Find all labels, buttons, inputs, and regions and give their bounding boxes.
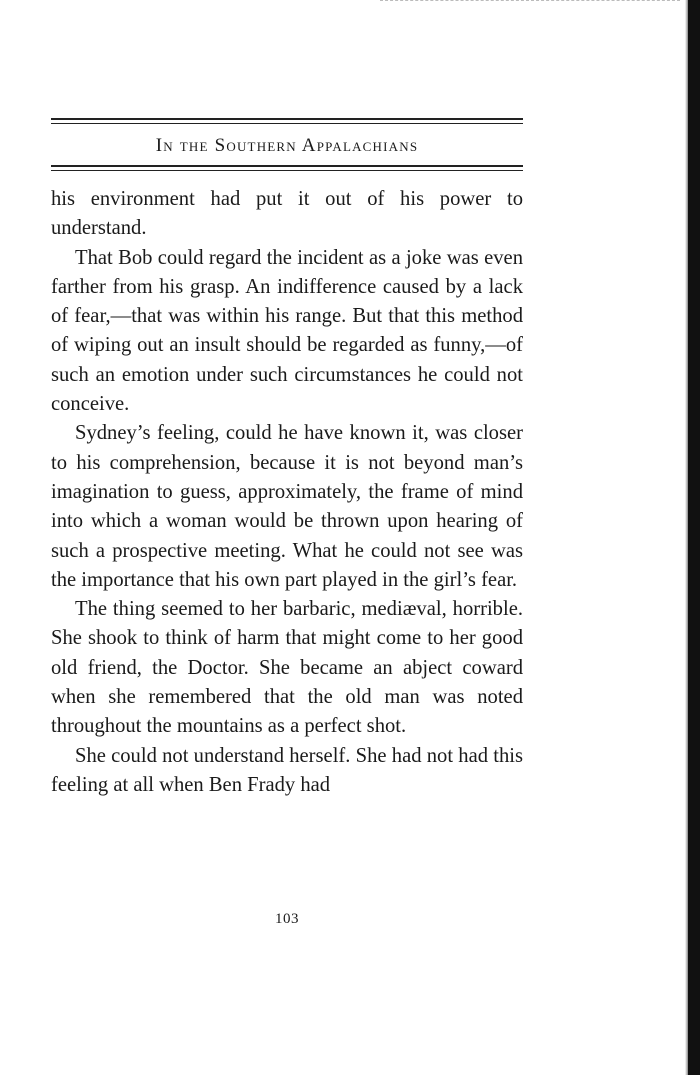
paragraph-understand-herself: She could not understand herself. She had not had this feeling at all when Ben Frady had: [51, 744, 523, 796]
scan-artifact-line: [380, 0, 680, 3]
header-bottom-rule-thin: [51, 170, 523, 171]
page-header: [51, 118, 523, 171]
paragraph-bob-joke: That Bob could regard the incident as a joke was even farther from his grasp. An indifference caused by a lack of fear,—that was within his range. But that this method of wiping out an insult should be regarded as funny,—of such an emotion under such circumstances he could not conceive.: [51, 246, 523, 416]
page-body: [51, 185, 523, 800]
header-bottom-rule: [51, 165, 523, 167]
running-head: In the Southern Appalachians: [155, 135, 419, 156]
page-number: 103: [275, 911, 299, 927]
paragraph-sydney-feeling: Sydney’s feeling, could he have known it, was closer to his comprehension, because it is not beyond man’s imagination to guess, approximately, the frame of mind into which a woman would be thrown upon hearing of such a prospective meeting. What he could not see was the importance that his own part played in the girl’s fear.: [51, 422, 523, 591]
paragraph-barbaric: The thing seemed to her barbaric, mediæval, horrible. She shook to think of harm that might come to her good old friend, the Doctor. She became an abject coward when she remembered that the old man was noted throughout the mountains as a perfect shot.: [51, 598, 523, 738]
header-top-rule: [51, 118, 523, 120]
paragraph-continuation: his environment had put it out of his power to understand.: [51, 188, 523, 240]
page-edge-binding: [688, 0, 700, 1075]
